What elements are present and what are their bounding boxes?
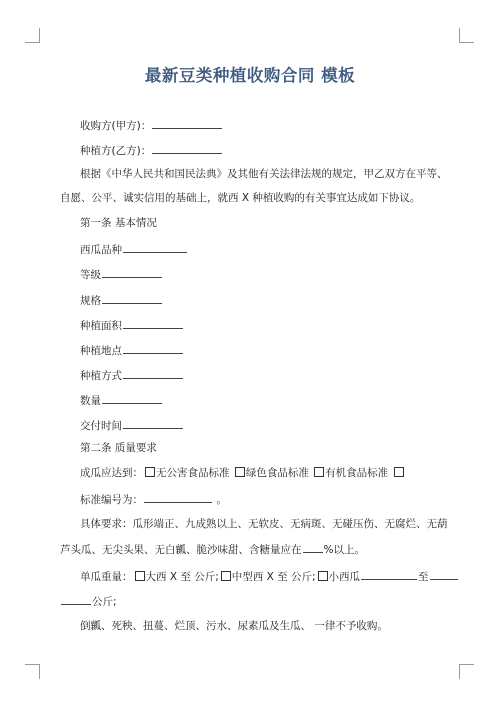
field-label: 交付时间 <box>80 420 122 432</box>
crop-mark-bottom-left <box>25 664 40 679</box>
field-label: 种植方式 <box>80 370 122 382</box>
requirements-line-1: 具体要求：瓜形端正、九成熟以上、无软皮、无病斑、无碰压伤、无腐烂、无葫 <box>80 518 448 530</box>
field-blank[interactable] <box>123 417 183 429</box>
grower-line <box>80 142 442 158</box>
field-label: 规格 <box>80 295 101 307</box>
field-label: 数量 <box>80 395 101 407</box>
weight-label: 单瓜重量： <box>80 571 133 583</box>
field-label: 等级 <box>80 269 101 281</box>
buyer-line <box>80 117 442 133</box>
buyer-label: 收购方(甲方)： <box>80 120 152 132</box>
field-quantity <box>80 392 442 408</box>
intro-line-1: 根据《中华人民共和国民法典》及其他有关法律法规的规定，甲乙双方在平等、 <box>80 168 448 180</box>
option-label: 无公害食品标准 <box>156 467 230 479</box>
standard-no-line <box>80 491 442 507</box>
grade-prefix: 成瓜应达到： <box>80 467 143 479</box>
field-blank[interactable] <box>102 392 162 404</box>
grower-label: 种植方(乙方)： <box>80 145 152 157</box>
weight-line-2 <box>60 593 442 609</box>
sugar-content-blank[interactable] <box>303 541 323 553</box>
checkbox[interactable] <box>145 467 155 477</box>
weight-min-blank[interactable] <box>361 568 417 580</box>
field-grade <box>80 266 442 282</box>
weight-small: 小西瓜 <box>328 571 360 583</box>
standard-no-label: 标准编号为： <box>80 494 143 506</box>
checkbox[interactable] <box>314 467 324 477</box>
crop-mark-top-right <box>459 28 474 43</box>
weight-medium: 中型西 X 至 公斤; <box>231 571 316 583</box>
field-area <box>80 317 442 333</box>
checkbox[interactable] <box>221 571 231 581</box>
document-title: 最新豆类种植收购合同 模板 <box>144 66 356 85</box>
weight-to: 至 <box>418 571 429 583</box>
crop-mark-top-left <box>25 28 40 43</box>
reject-line: 倒瓤、死秧、扭蔓、烂顶、污水、尿素瓜及生瓜、 一律不予收购。 <box>80 620 388 632</box>
weight-max-blank-cont[interactable] <box>61 593 91 605</box>
requirements-text-b: %以上。 <box>323 544 365 556</box>
article-2-heading: 第二条 质量要求 <box>80 442 157 454</box>
buyer-blank[interactable] <box>152 117 222 129</box>
checkbox[interactable] <box>235 467 245 477</box>
weight-line-1 <box>80 568 442 584</box>
standard-no-blank[interactable] <box>144 491 212 503</box>
field-spec <box>80 292 442 308</box>
checkbox[interactable] <box>318 571 328 581</box>
field-blank[interactable] <box>123 367 183 379</box>
crop-mark-bottom-right <box>459 664 474 679</box>
field-label: 种植面积 <box>80 320 122 332</box>
checkbox[interactable] <box>135 571 145 581</box>
weight-large: 大西 X 至 公斤; <box>145 571 219 583</box>
article-1-heading: 第一条 基本情况 <box>80 217 157 229</box>
field-blank[interactable] <box>123 342 183 354</box>
grade-options-line <box>80 466 442 480</box>
field-delivery-time <box>80 417 442 433</box>
standard-no-suffix: 。 <box>216 494 227 506</box>
checkbox[interactable] <box>394 467 404 477</box>
requirements-text-a: 芦头瓜、无尖头果、无白瓤、脆沙味甜、含糖量应在 <box>60 544 302 556</box>
field-blank[interactable] <box>123 241 187 253</box>
option-label: 有机食品标准 <box>325 467 389 479</box>
field-location <box>80 342 442 358</box>
field-blank[interactable] <box>123 317 183 329</box>
weight-unit: 公斤; <box>92 596 117 608</box>
option-label: 绿色食品标准 <box>245 467 309 479</box>
weight-max-blank[interactable] <box>430 568 458 580</box>
requirements-line-2 <box>60 541 442 557</box>
field-blank[interactable] <box>102 266 162 278</box>
intro-line-2: 自愿、公平、诚实信用的基础上，就西 X 种植收购的有关事宜达成如下协议。 <box>60 192 421 204</box>
field-method <box>80 367 442 383</box>
field-label: 种植地点 <box>80 345 122 357</box>
field-variety <box>80 241 442 257</box>
field-label: 西瓜品种 <box>80 244 122 256</box>
field-blank[interactable] <box>102 292 162 304</box>
grower-blank[interactable] <box>152 142 222 154</box>
